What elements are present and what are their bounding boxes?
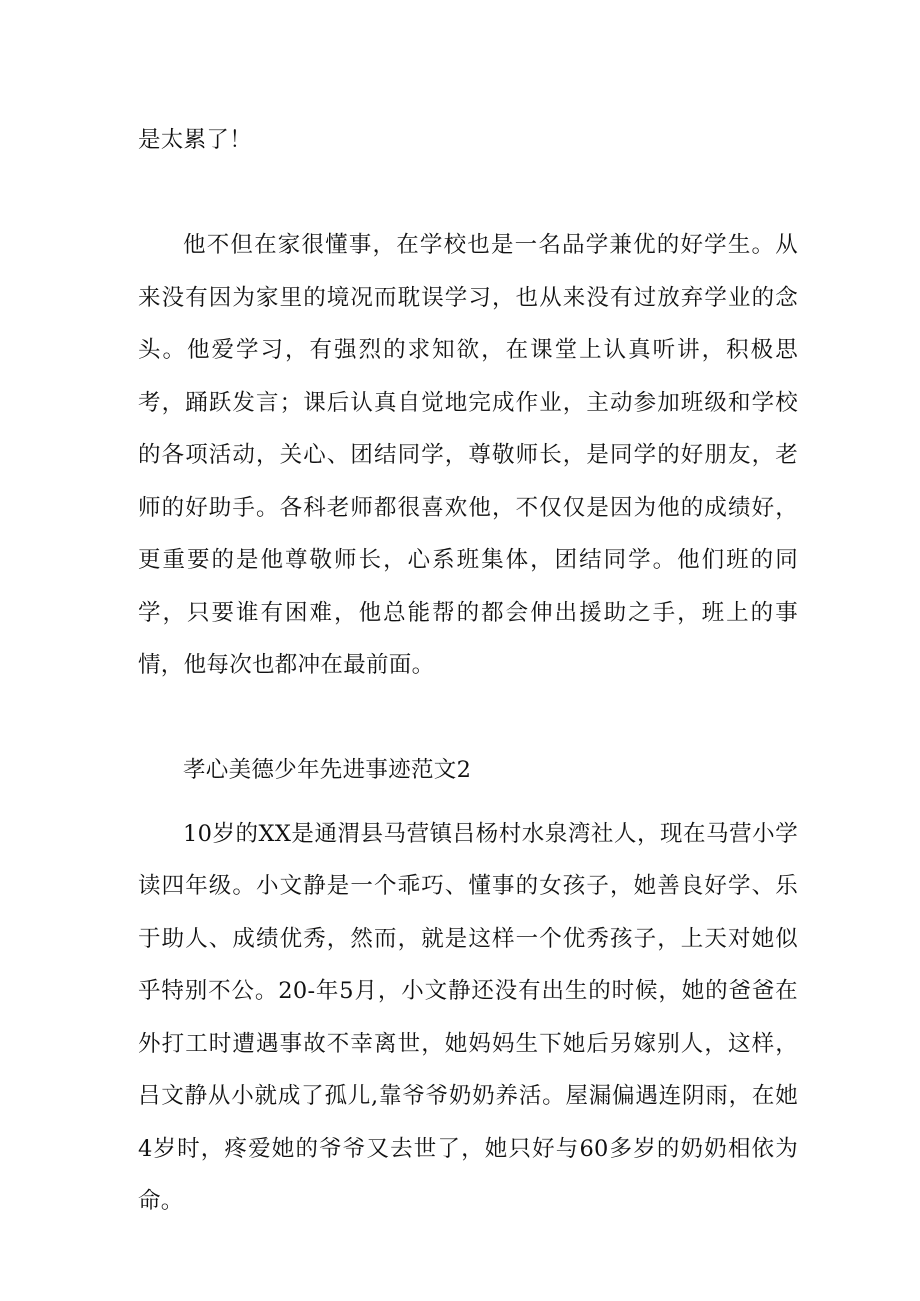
document-body <box>138 114 798 1228</box>
paragraph-story: 10岁的XX是通渭县马营镇吕杨村水泉湾社人，现在马营小学读四年级。小文静是一个乖巧、懂事的女孩子，她善良好学、乐于助人、成绩优秀，然而，就是这样一个优秀孩子，上天对她似乎特别不公。20-年5月，小文静还没有出生的时候，她的爸爸在外打工时遭遇事故不幸离世，她妈妈生下她后另嫁别人，这样，吕文静从小就成了孤儿,靠爷爷奶奶养活。屋漏偏遇连阴雨，在她4岁时，疼爱她的爷爷又去世了，她只好与60多岁的奶奶相依为命。 <box>138 820 798 1214</box>
paragraph-good-student: 他不但在家很懂事，在学校也是一名品学兼优的好学生。从来没有因为家里的境况而耽误学习，也从来没有过放弃学业的念头。他爱学习，有强烈的求知欲，在课堂上认真听讲，积极思考，踊跃发言；课后认真自觉地完成作业，主动参加班级和学校的各项活动，关心、团结同学，尊敬师长，是同学的好朋友，老师的好助手。各科老师都很喜欢他，不仅仅是因为他的成绩好，更重要的是他尊敬师长，心系班集体，团结同学。他们班的同学，只要谁有困难，他总能帮的都会伸出援助之手，班上的事情，他每次也都冲在最前面。 <box>138 232 798 678</box>
section-heading: 孝心美德少年先进事迹范文2 <box>183 757 472 783</box>
paragraph-continued: 是太累了！ <box>138 127 253 153</box>
